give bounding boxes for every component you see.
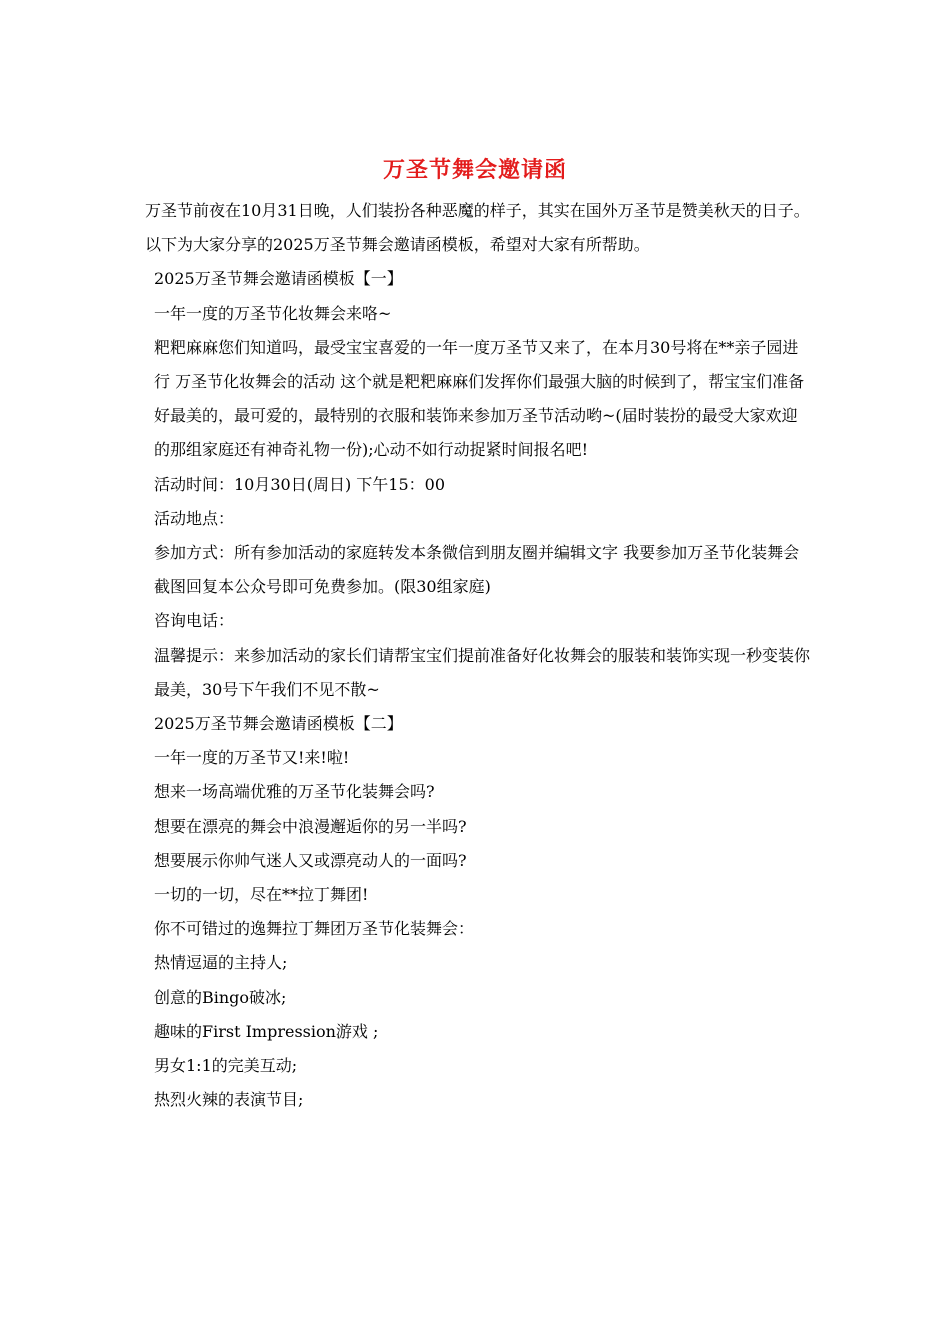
section-heading-template-2: 2025万圣节舞会邀请函模板【二】: [154, 714, 403, 734]
section-heading-template-1: 2025万圣节舞会邀请函模板【一】: [154, 269, 403, 289]
document-body: [145, 194, 810, 1117]
page-title: 万圣节舞会邀请函: [382, 157, 567, 183]
participation-method: 参加方式：所有参加活动的家庭转发本条微信到朋友圈并编辑文字 我要参加万圣节化装舞会 截图回复本公众号即可免费参加。(限30组家庭): [154, 543, 800, 597]
list-item: 热烈火辣的表演节目;: [154, 1090, 304, 1110]
paragraph: 想来一场高端优雅的万圣节化装舞会吗?: [154, 782, 435, 802]
list-item: 男女1:1的完美互动;: [154, 1056, 298, 1076]
paragraph: 一年一度的万圣节又!来!啦!: [154, 748, 350, 768]
paragraph: 一年一度的万圣节化妆舞会来咯~: [154, 303, 392, 323]
paragraph: 想要展示你帅气迷人又或漂亮动人的一面吗?: [154, 850, 467, 870]
paragraph: 想要在漂亮的舞会中浪漫邂逅你的另一半吗?: [154, 816, 467, 836]
list-item: 创意的Bingo破冰;: [154, 987, 287, 1007]
event-location: 活动地点：: [154, 508, 235, 528]
consult-phone: 咨询电话：: [154, 611, 235, 631]
paragraph: 一切的一切，尽在**拉丁舞团!: [154, 885, 369, 905]
intro-paragraph: 万圣节前夜在10月31日晚，人们装扮各种恶魔的样子，其实在国外万圣节是赞美秋天的日子。以下为大家分享的2025万圣节舞会邀请函模板，希望对大家有所帮助。: [145, 201, 810, 255]
paragraph: 粑粑麻麻您们知道吗，最受宝宝喜爱的一年一度万圣节又来了，在本月30号将在**亲子园进行 万圣节化妆舞会的活动 这个就是粑粑麻麻们发挥你们最强大脑的时候到了，帮宝宝们准备好最美的，最可爱的，最特别的衣服和装饰来参加万圣节活动哟~(届时装扮的最受大家欢迎的那组家庭还有神奇礼物一份);心动不如行动捉紧时间报名吧!: [154, 337, 805, 460]
list-item: 热情逗逼的主持人;: [154, 953, 288, 973]
event-time: 活动时间：10月30日(周日) 下午15：00: [154, 474, 446, 494]
warm-tip: 温馨提示：来参加活动的家长们请帮宝宝们提前准备好化妆舞会的服装和装饰实现一秒变装你最美，30号下午我们不见不散~: [154, 645, 811, 699]
list-item: 趣味的First Impression游戏 ;: [154, 1021, 379, 1041]
paragraph: 你不可错过的逸舞拉丁舞团万圣节化装舞会：: [154, 919, 475, 939]
